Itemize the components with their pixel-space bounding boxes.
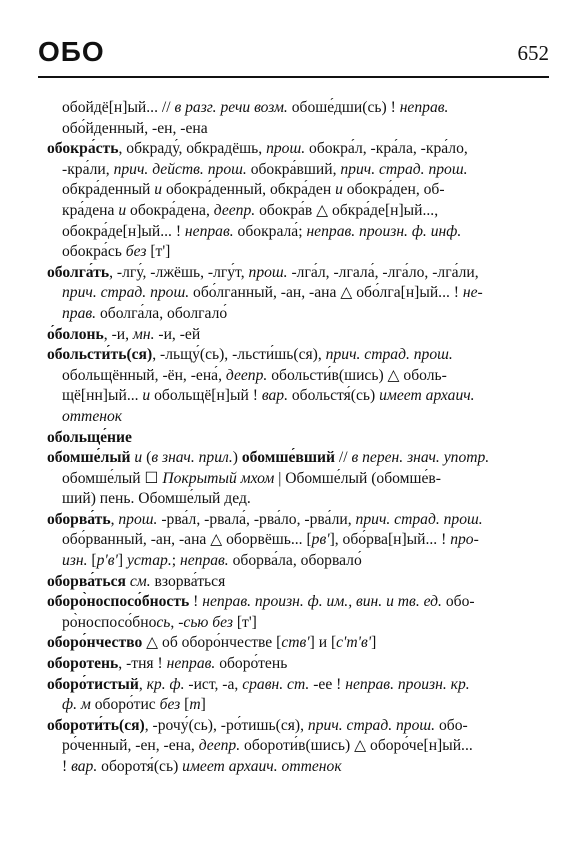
- entry-line: [47, 222, 547, 243]
- entry-text: , -тня !: [118, 655, 167, 673]
- grammar-note: деепр.: [225, 366, 268, 384]
- header-rule: [38, 76, 549, 78]
- entry-text: ,: [110, 510, 119, 528]
- grammar-note: и: [142, 387, 151, 405]
- entry-text: обо-: [435, 716, 468, 734]
- entry-text: ]: [117, 552, 127, 570]
- entry-text: [т']: [232, 613, 257, 631]
- grammar-note: и: [118, 201, 127, 219]
- entry-line: [47, 428, 547, 449]
- grammar-note: и: [154, 181, 163, 199]
- entry-line: [47, 572, 547, 593]
- entry-text: ]: [200, 696, 206, 714]
- grammar-note: имеет архаич. оттенок: [182, 758, 342, 775]
- entry-text: обокра́ден, об-: [342, 181, 445, 199]
- entry-text: оборо́тис: [90, 696, 160, 714]
- grammar-note: прич. действ. прош.: [113, 160, 247, 178]
- grammar-note: оттенок: [62, 407, 123, 425]
- entry-line: [47, 407, 547, 428]
- grammar-note: неправ.: [166, 655, 216, 673]
- entry-text: обоше́дши(сь) !: [287, 99, 400, 116]
- entry-text: обокра́дена,: [126, 201, 214, 219]
- entry-text: -рва́л, -рвала́, -рва́ло, -рва́ли,: [157, 510, 356, 528]
- entry-text: взорва́ться: [150, 572, 226, 590]
- grammar-note: без: [125, 243, 147, 261]
- entry-text: !: [189, 593, 203, 611]
- entry-text: [т']: [146, 243, 171, 261]
- entry-text: обольсти́в(шись) △ оболь-: [267, 366, 447, 384]
- entry-text: -ее !: [309, 675, 346, 693]
- entry-headword: оборо́нчество: [47, 634, 143, 652]
- entry-line: [47, 201, 547, 222]
- grammar-note: неправ. произн. ф. им., вин. и тв. ед.: [202, 593, 442, 611]
- entry-text: [: [87, 552, 97, 570]
- grammar-note: см.: [129, 572, 151, 590]
- entry-text: ро́ченный, -ен, -ена,: [62, 737, 199, 755]
- entry-text: оборва́ла, оборвало́: [228, 552, 362, 570]
- entry-text: | Обомше́лый (обомше́в-: [274, 469, 441, 487]
- entry-text: обокра́де[н]ый... !: [62, 222, 185, 240]
- entry-line: [47, 654, 547, 675]
- grammar-note: в разг. речи возм.: [174, 99, 288, 116]
- entry-line: [47, 736, 547, 757]
- entry-text: оборо́тень: [215, 655, 288, 673]
- grammar-note: про-: [450, 531, 479, 549]
- grammar-note: прич. страд. прош.: [62, 284, 190, 302]
- entry-text: ): [232, 449, 242, 467]
- grammar-note: неправ. произн. кр.: [345, 675, 470, 693]
- entry-text: оборотя́(сь): [97, 758, 183, 775]
- entry-line: [47, 469, 547, 490]
- entry-text: , -лгу́, -лжёшь, -лгу́т,: [109, 263, 249, 281]
- page-number: 652: [517, 41, 549, 65]
- grammar-note: в знач. прил.: [151, 449, 233, 467]
- entry-headword: оборва́ться: [47, 572, 126, 590]
- grammar-note: неправ.: [184, 222, 234, 240]
- entry-line: [47, 180, 547, 201]
- entry-text: обольщённый, -ён, -ена́,: [62, 366, 226, 384]
- entry-text: !: [62, 758, 72, 775]
- entry-line: [47, 160, 547, 181]
- grammar-note: устар.: [126, 552, 172, 570]
- entry-text: ] и [: [309, 634, 337, 652]
- entry-line: [47, 283, 547, 304]
- entry-text: обокрала́;: [233, 222, 307, 240]
- grammar-note: кр. ф.: [146, 675, 185, 693]
- entry-text: обольщё[н]ый !: [150, 387, 262, 405]
- entry-text: кра́дена: [62, 201, 119, 219]
- grammar-note: не-: [462, 284, 483, 302]
- entry-text: обокра́л, -кра́ла, -кра́ло,: [305, 140, 468, 158]
- entry-text: обокра́вший,: [246, 160, 341, 178]
- entry-line: [47, 345, 547, 366]
- entry-line: [47, 675, 547, 696]
- grammar-note: рв': [311, 531, 330, 549]
- entry-text: -и, -ей: [154, 325, 201, 343]
- dictionary-text: [47, 98, 547, 778]
- grammar-note: ф. м: [62, 696, 91, 714]
- entry-headword: обомше́лый: [47, 449, 131, 467]
- grammar-note: деепр.: [198, 737, 241, 755]
- entry-text: обокра́сь: [62, 243, 126, 261]
- grammar-note: неправ.: [399, 99, 449, 116]
- entry-line: [47, 119, 547, 140]
- grammar-note: сравн. ст.: [242, 675, 310, 693]
- entry-headword: оболга́ть: [47, 263, 110, 281]
- entry-line: [47, 613, 547, 634]
- entry-text: обкра́денный: [62, 181, 155, 199]
- grammar-note: прош.: [266, 140, 306, 158]
- entry-line: [47, 98, 547, 119]
- grammar-note: и: [134, 449, 143, 467]
- entry-text: ]: [371, 634, 377, 652]
- entry-line: [47, 325, 547, 346]
- entry-text: -ист, -а,: [184, 675, 243, 693]
- entry-line: [47, 366, 547, 387]
- grammar-note: р'в': [96, 552, 118, 570]
- entry-line: [47, 530, 547, 551]
- grammar-note: без: [159, 696, 181, 714]
- entry-headword: обольще́ние: [47, 428, 132, 446]
- grammar-note: вар.: [261, 387, 288, 405]
- entry-text: ро̀носпосо́бно: [62, 613, 157, 631]
- entry-text: обомше́лый ☐: [62, 469, 163, 487]
- entry-line: [47, 448, 547, 469]
- entry-line: [47, 489, 547, 510]
- entry-headword: оборотень: [47, 655, 119, 673]
- grammar-note: в перен. знач. употр.: [351, 449, 490, 467]
- entry-text: обойдё[н]ый... //: [62, 99, 175, 116]
- entry-text: обольстя́(сь): [287, 387, 380, 405]
- entry-text: ,: [138, 675, 147, 693]
- entry-line: [47, 633, 547, 654]
- entry-headword: обомше́вший: [241, 449, 335, 467]
- grammar-note: прич. страд. прош.: [307, 716, 436, 734]
- entry-line: [47, 263, 547, 284]
- grammar-note: прав.: [62, 304, 97, 322]
- entry-headword: оборо̀носпосо́бность: [47, 593, 190, 611]
- entry-line: [47, 510, 547, 531]
- running-headword: ОБО: [38, 36, 105, 67]
- entry-headword: о́болонь: [47, 325, 104, 343]
- grammar-note: и: [335, 181, 343, 199]
- entry-text: обокра́денный, обкра́ден: [162, 181, 336, 199]
- entry-line: [47, 592, 547, 613]
- entry-line: [47, 551, 547, 572]
- grammar-note: неправ.: [179, 552, 229, 570]
- entry-text: обокра́в △ обкра́де[н]ый...,: [255, 201, 439, 219]
- entry-line: [47, 695, 547, 716]
- entry-text: △ об оборо́нчестве [: [142, 634, 282, 652]
- entry-line: [47, 386, 547, 407]
- entry-text: (: [142, 449, 152, 467]
- entry-line: [47, 304, 547, 325]
- entry-text: [: [180, 696, 190, 714]
- grammar-note: неправ. произн. ф. инф.: [306, 222, 462, 240]
- entry-text: обо-: [441, 593, 475, 611]
- entry-headword: обольсти́ть(ся): [47, 346, 153, 364]
- entry-text: ,: [170, 613, 179, 631]
- grammar-note: вар.: [71, 758, 98, 775]
- entry-text: ший) пень. Обомше́лый дед.: [62, 490, 251, 508]
- grammar-note: -сью без: [178, 613, 233, 631]
- entry-text: обо́йденный, -ен, -ена: [62, 119, 208, 137]
- entry-headword: оборо́тистый: [47, 675, 139, 693]
- entry-line: [47, 242, 547, 263]
- grammar-note: т: [189, 696, 201, 714]
- page-header: [38, 36, 549, 76]
- entry-line: [47, 757, 547, 778]
- grammar-note: ств': [281, 634, 310, 652]
- grammar-note: прич. страд. прош.: [340, 160, 468, 178]
- grammar-note: прич. страд. прош.: [355, 510, 483, 528]
- entry-text: обо́рванный, -ан, -ана △ оборвёшь... [: [62, 531, 312, 549]
- entry-text: , обкраду́, обкрадёшь,: [118, 140, 267, 158]
- entry-text: ;: [171, 552, 180, 570]
- entry-text: , -и,: [103, 325, 133, 343]
- grammar-note: Покрытый мхом: [162, 469, 275, 487]
- grammar-note: изн.: [62, 552, 88, 570]
- entry-text: , -льщу́(сь), -льсти́шь(ся),: [152, 346, 326, 364]
- entry-text: -лга́л, -лгала́, -лга́ло, -лга́ли,: [287, 263, 479, 281]
- entry-text: , -рочу́(сь), -ро́тишь(ся),: [144, 716, 308, 734]
- entry-headword: оборва́ть: [47, 510, 111, 528]
- entry-text: обороти́в(шись) △ оборо́че[н]ый...: [240, 737, 473, 755]
- grammar-note: мн.: [132, 325, 155, 343]
- grammar-note: прош.: [248, 263, 288, 281]
- entry-text: ], обо́рва[н]ый... !: [329, 531, 451, 549]
- entry-text: обо́лганный, -ан, -ана △ обо́лга[н]ый... !: [189, 284, 463, 302]
- entry-line: [47, 139, 547, 160]
- entry-headword: обокра́сть: [47, 140, 119, 158]
- entry-text: оболга́ла, оболгало́: [96, 304, 228, 322]
- entry-line: [47, 716, 547, 737]
- entry-headword: обороти́ть(ся): [47, 716, 145, 734]
- entry-text: щё[нн]ый...: [62, 387, 143, 405]
- entry-text: -кра́ли,: [62, 160, 114, 178]
- grammar-note: прич. страд. прош.: [325, 346, 453, 364]
- grammar-note: с'т'в': [336, 634, 372, 652]
- grammar-note: сь: [156, 613, 171, 631]
- grammar-note: имеет архаич.: [379, 387, 475, 405]
- entry-text: //: [334, 449, 352, 467]
- grammar-note: деепр.: [213, 201, 256, 219]
- grammar-note: прош.: [118, 510, 158, 528]
